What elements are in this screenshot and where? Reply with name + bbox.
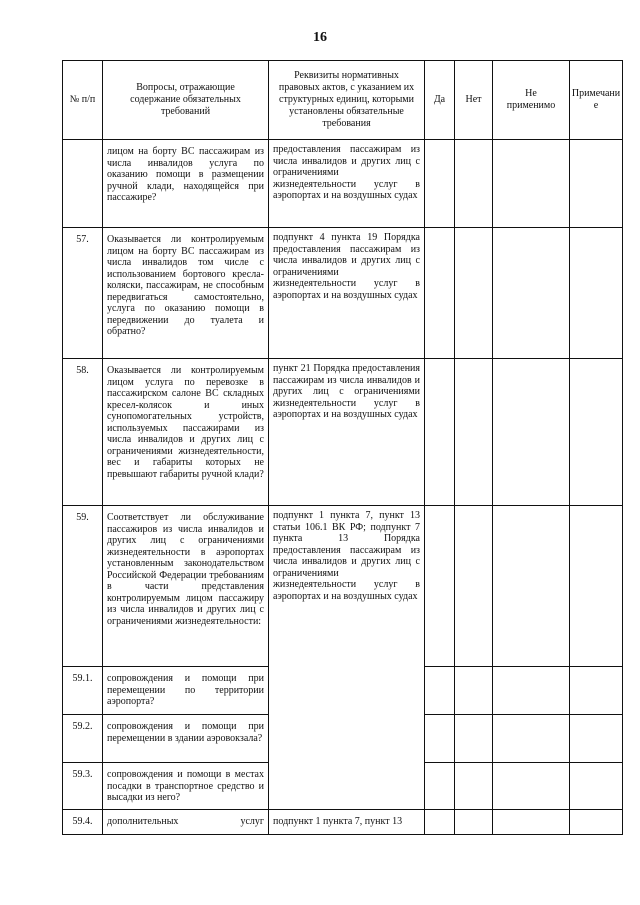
not-applicable-cell[interactable] (493, 810, 570, 835)
row-question: сопровождения и помощи при перемещении в здании аэровокзала? (103, 715, 269, 763)
no-cell[interactable] (455, 763, 493, 810)
header-num: № п/п (63, 61, 103, 140)
requirements-table (62, 60, 623, 835)
note-cell[interactable] (570, 667, 623, 715)
yes-cell[interactable] (425, 140, 455, 228)
not-applicable-cell[interactable] (493, 359, 570, 506)
row-num: 59.1. (63, 667, 103, 715)
row-num: 59. (63, 506, 103, 667)
row-requisites: пункт 21 Порядка предоставления пассажирам из числа инвалидов и других лиц с ограничениями жизнедеятельности услуг в аэропортах и на воздушных судах (269, 359, 425, 506)
header-requisites: Реквизиты нормативных правовых актов, с указанием их структурных единиц, которыми установлены обязательные требования (269, 61, 425, 140)
header-no: Нет (455, 61, 493, 140)
yes-cell[interactable] (425, 763, 455, 810)
table-row (63, 140, 623, 228)
no-cell[interactable] (455, 810, 493, 835)
row-requisites: подпункт 4 пункта 19 Порядка предоставления пассажирам из числа инвалидов и других лиц с ограничениями жизнедеятельности услуг в аэропортах и на воздушных судах (269, 228, 425, 359)
note-cell[interactable] (570, 359, 623, 506)
page-number: 16 (313, 30, 327, 45)
not-applicable-cell[interactable] (493, 715, 570, 763)
no-cell[interactable] (455, 667, 493, 715)
header-row (63, 61, 623, 140)
no-cell[interactable] (455, 506, 493, 667)
header-question: Вопросы, отражающие содержание обязательных требований (103, 61, 269, 140)
row-question: Оказывается ли контролируемым лицом услуга по перевозке в пассажирском салоне ВС складных кресел-колясок и иных сунопомогательных устройств, используемых пассажирами из числа инвалидов и других лиц с ограничениями жизнедеятельности, вес и габариты которых не превышают габариты ручной клади? (103, 359, 269, 506)
row-num: 59.2. (63, 715, 103, 763)
note-cell[interactable] (570, 140, 623, 228)
yes-cell[interactable] (425, 810, 455, 835)
row-num: 58. (63, 359, 103, 506)
row-requisites: подпункт 1 пункта 7, пункт 13 статьи 106.1 ВК РФ; подпункт 7 пункта 13 Порядка предоставления пассажирам из числа инвалидов и других лиц с ограничениями жизнедеятельности услуг в аэропортах и на воздушных судах (269, 506, 425, 810)
row-requisites: подпункт 1 пункта 7, пункт 13 (269, 810, 425, 835)
not-applicable-cell[interactable] (493, 667, 570, 715)
row-question: сопровождения и помощи в местах посадки в транспортное средство и высадки из него? (103, 763, 269, 810)
header-yes: Да (425, 61, 455, 140)
row-num: 59.3. (63, 763, 103, 810)
no-cell[interactable] (455, 359, 493, 506)
no-cell[interactable] (455, 228, 493, 359)
yes-cell[interactable] (425, 715, 455, 763)
note-cell[interactable] (570, 715, 623, 763)
table-row (63, 228, 623, 359)
yes-cell[interactable] (425, 359, 455, 506)
row-num: 57. (63, 228, 103, 359)
row-question: лицом на борту ВС пассажирам из числа инвалидов услуга по оказанию помощи в размещении ручной клади, находящейся при пассажире? (103, 140, 269, 228)
row-requisites: предоставления пассажирам из числа инвалидов и других лиц с ограничениями жизнедеятельности услуг в аэропортах и на воздушных судах (269, 140, 425, 228)
yes-cell[interactable] (425, 228, 455, 359)
header-note: Примечание (570, 61, 623, 140)
row-question: Оказывается ли контролируемым лицом на борту ВС пассажирам из числа инвалидов том числе с использованием бортового кресла-коляски, пассажирам, не способным передвигаться самостоятельно, услуга по оказанию помощи в передвижении до туалета и обратно? (103, 228, 269, 359)
no-cell[interactable] (455, 715, 493, 763)
row-num: 59.4. (63, 810, 103, 835)
note-cell[interactable] (570, 810, 623, 835)
note-cell[interactable] (570, 763, 623, 810)
yes-cell[interactable] (425, 667, 455, 715)
row-question: сопровождения и помощи при перемещении по территории аэропорта? (103, 667, 269, 715)
not-applicable-cell[interactable] (493, 228, 570, 359)
row-num (63, 140, 103, 228)
note-cell[interactable] (570, 506, 623, 667)
not-applicable-cell[interactable] (493, 140, 570, 228)
table-row (63, 810, 623, 835)
note-cell[interactable] (570, 228, 623, 359)
not-applicable-cell[interactable] (493, 763, 570, 810)
row-question: дополнительных услуг (103, 810, 269, 835)
table-row (63, 506, 623, 667)
no-cell[interactable] (455, 140, 493, 228)
yes-cell[interactable] (425, 506, 455, 667)
row-question: Соответствует ли обслуживание пассажиров из числа инвалидов и других лиц с ограничениями жизнедеятельности в аэропортах установленным законодательством Российской Федерации требованиям в части представления контролируемым лицом пассажиру из числа инвалидов и других лиц с ограничениями жизнедеятельности: (103, 506, 269, 667)
table-row (63, 359, 623, 506)
not-applicable-cell[interactable] (493, 506, 570, 667)
header-not-applicable: Не применимо (493, 61, 570, 140)
